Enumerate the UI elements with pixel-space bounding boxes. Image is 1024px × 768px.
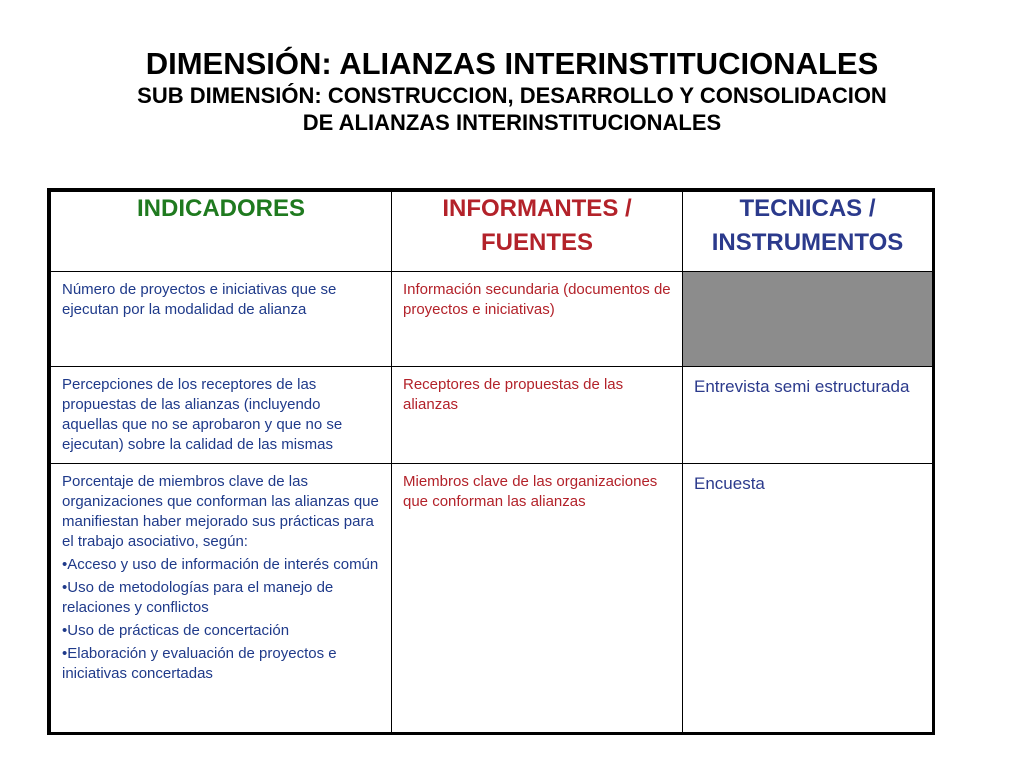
tecnicas-cell: Entrevista semi estructurada — [683, 367, 933, 464]
indicador-bullet-item: •Uso de metodologías para el manejo de relaciones y conflictos — [62, 579, 334, 616]
informantes-cell: Información secundaria (documentos de proyectos e iniciativas) — [392, 272, 683, 367]
indicador-cell — [51, 464, 392, 733]
indicador-bullet-item: •Uso de prácticas de concertación — [62, 622, 290, 639]
table-header-row — [51, 192, 933, 272]
informantes-cell: Miembros clave de las organizaciones que conforman las alianzas — [392, 464, 683, 733]
indicador-intro: Porcentaje de miembros clave de las organizaciones que conforman las alianzas que manifiestan haber mejorado sus prácticas para el trabajo asociativo, según: — [62, 473, 379, 550]
table-row — [51, 464, 933, 733]
header-indicadores: INDICADORES — [51, 192, 392, 272]
tecnicas-cell-empty — [683, 272, 933, 367]
page-subtitle-line-2: DE ALIANZAS INTERINSTITUCIONALES — [302, 110, 722, 135]
table-row — [51, 272, 933, 367]
tecnicas-cell: Encuesta — [683, 464, 933, 733]
indicador-bullet-item: •Acceso y uso de información de interés común — [62, 556, 379, 573]
table-row — [51, 367, 933, 464]
indicador-cell: Número de proyectos e iniciativas que se ejecutan por la modalidad de alianza — [51, 272, 392, 367]
page-subtitle-line-1: SUB DIMENSIÓN: CONSTRUCCION, DESARROLLO Y CONSOLIDACION — [137, 83, 887, 108]
header-tecnicas: TECNICAS / INSTRUMENTOS — [683, 192, 933, 272]
header-informantes: INFORMANTES / FUENTES — [392, 192, 683, 272]
informantes-cell: Receptores de propuestas de las alianzas — [392, 367, 683, 464]
page-title: DIMENSIÓN: ALIANZAS INTERINSTITUCIONALES — [145, 46, 879, 81]
indicators-table — [50, 191, 933, 733]
indicador-cell: Percepciones de los receptores de las propuestas de las alianzas (incluyendo aquellas que no se aprobaron y que no se ejecutan) sobre la calidad de las mismas — [51, 367, 392, 464]
indicador-bullet-item: •Elaboración y evaluación de proyectos e iniciativas concertadas — [62, 645, 337, 682]
title-block — [0, 46, 1024, 136]
